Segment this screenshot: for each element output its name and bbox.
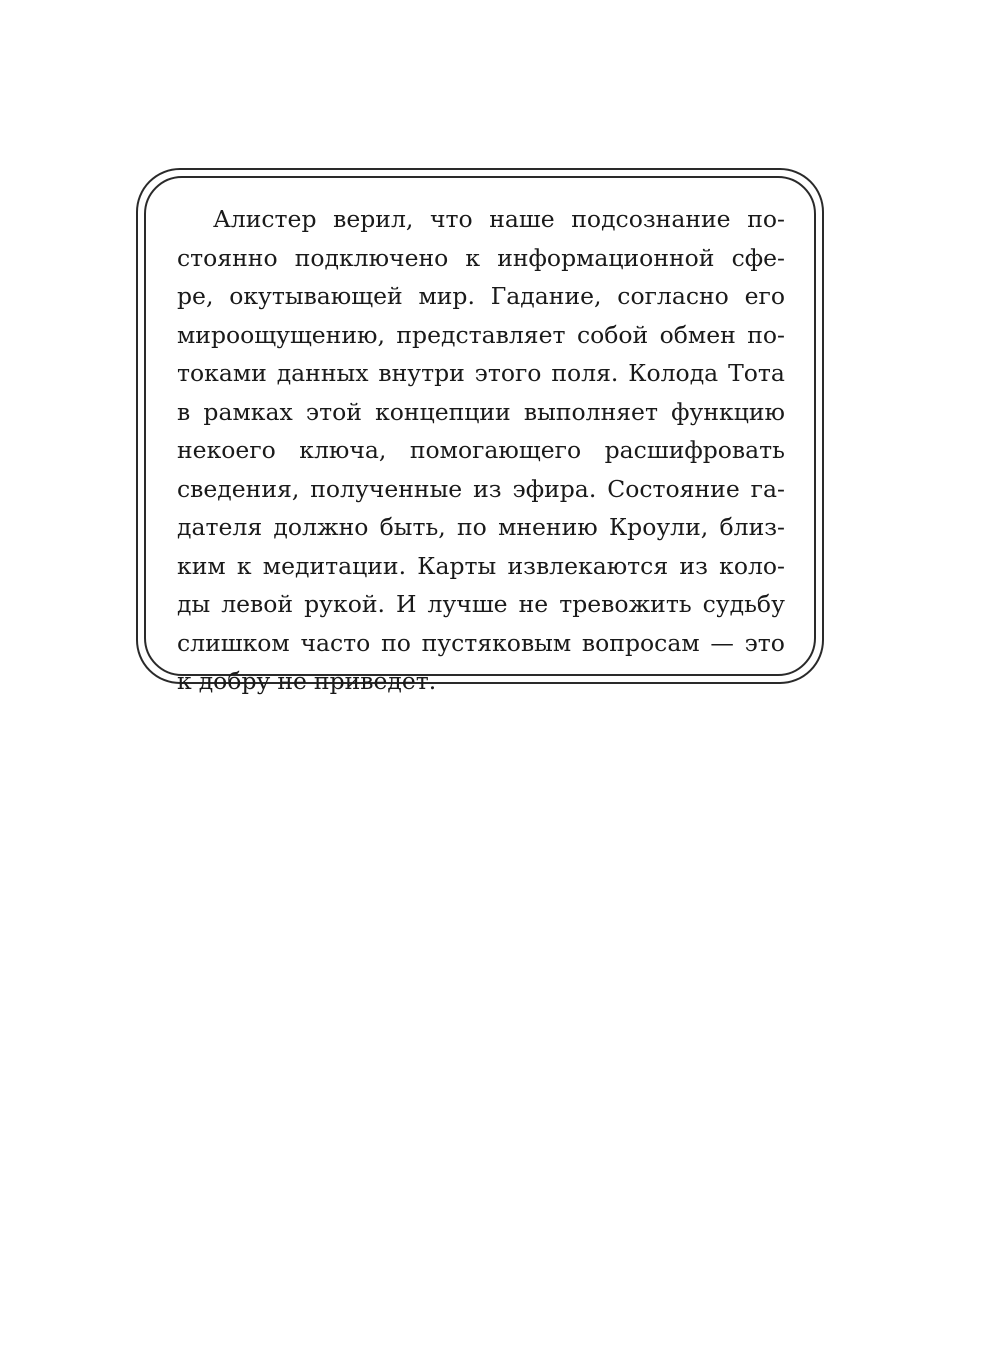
word: судьбу bbox=[702, 590, 785, 618]
word: не bbox=[277, 667, 307, 695]
word: из bbox=[473, 474, 502, 503]
word: сфе- bbox=[731, 243, 785, 272]
word: согласно bbox=[617, 282, 729, 310]
word: Тота bbox=[728, 359, 785, 387]
word: лучше bbox=[427, 590, 508, 618]
word: сведения, bbox=[177, 474, 300, 503]
word: — bbox=[710, 628, 734, 657]
framed-paragraph bbox=[177, 200, 785, 701]
word: данных bbox=[276, 359, 369, 387]
word: выполняет bbox=[523, 397, 658, 426]
word: Колода bbox=[628, 359, 719, 387]
word: собой bbox=[576, 320, 649, 349]
word: ключа, bbox=[299, 436, 387, 464]
word: Кроули, bbox=[608, 513, 709, 541]
word: по- bbox=[747, 205, 785, 233]
word: что bbox=[429, 205, 473, 233]
word: этой bbox=[305, 397, 362, 426]
word: вопросам bbox=[581, 628, 700, 657]
word: информационной bbox=[497, 243, 715, 272]
word: стоянно bbox=[177, 243, 278, 272]
paragraph-line bbox=[177, 393, 785, 432]
word: внутри bbox=[378, 359, 465, 387]
word: часто bbox=[300, 628, 371, 657]
paragraph-line bbox=[177, 662, 785, 701]
paragraph-line bbox=[177, 200, 785, 239]
word: близ- bbox=[719, 513, 785, 541]
word: ким bbox=[177, 551, 226, 580]
word: функцию bbox=[671, 397, 785, 426]
word: к bbox=[465, 243, 481, 272]
word: окутывающей bbox=[229, 282, 403, 310]
word: по bbox=[457, 513, 487, 541]
word: приведет. bbox=[313, 667, 437, 695]
word: поля. bbox=[551, 359, 619, 387]
paragraph-line bbox=[177, 508, 785, 547]
word: представляет bbox=[396, 320, 566, 349]
word: ре, bbox=[177, 282, 214, 310]
word: наше bbox=[489, 205, 555, 233]
word: его bbox=[744, 282, 785, 310]
word: мир. bbox=[418, 282, 475, 310]
word: токами bbox=[177, 359, 267, 387]
word: из bbox=[679, 551, 708, 580]
word: мнению bbox=[498, 513, 598, 541]
word: обмен bbox=[659, 320, 736, 349]
word: полученные bbox=[310, 474, 463, 503]
word: быть, bbox=[379, 513, 446, 541]
word: верил, bbox=[333, 205, 414, 233]
word: этого bbox=[474, 359, 542, 387]
word: к bbox=[177, 667, 192, 695]
word: га- bbox=[750, 474, 785, 503]
word: Алистер bbox=[213, 205, 317, 233]
word: это bbox=[744, 628, 785, 657]
word: левой bbox=[221, 590, 294, 618]
paragraph-line bbox=[177, 239, 785, 278]
word: коло- bbox=[719, 551, 785, 580]
word: медитации. bbox=[262, 551, 407, 580]
word: тревожить bbox=[559, 590, 692, 618]
word: добру bbox=[198, 667, 271, 695]
word: концепции bbox=[375, 397, 511, 426]
paragraph-line bbox=[177, 431, 785, 470]
word: должно bbox=[273, 513, 369, 541]
word: некоего bbox=[177, 436, 276, 464]
word: в bbox=[177, 397, 191, 426]
word: по- bbox=[747, 320, 785, 349]
word: расшифровать bbox=[604, 436, 785, 464]
word: рамках bbox=[203, 397, 293, 426]
word: извлекаются bbox=[507, 551, 669, 580]
paragraph-line bbox=[177, 316, 785, 355]
word: ды bbox=[177, 590, 211, 618]
word: И bbox=[396, 590, 417, 618]
word: дателя bbox=[177, 513, 263, 541]
word: Карты bbox=[417, 551, 497, 580]
word: Гадание, bbox=[490, 282, 602, 310]
word: рукой. bbox=[304, 590, 385, 618]
paragraph-line bbox=[177, 547, 785, 586]
paragraph-line bbox=[177, 624, 785, 663]
paragraph-line bbox=[177, 585, 785, 624]
paragraph-line bbox=[177, 470, 785, 509]
word: Состояние bbox=[607, 474, 740, 503]
paragraph-line bbox=[177, 354, 785, 393]
word: по bbox=[381, 628, 411, 657]
word: мироощущению, bbox=[177, 320, 385, 349]
word: эфира. bbox=[512, 474, 597, 503]
word: слишком bbox=[177, 628, 290, 657]
word: не bbox=[518, 590, 549, 618]
paragraph-line bbox=[177, 277, 785, 316]
word: к bbox=[236, 551, 252, 580]
word: помогающего bbox=[409, 436, 582, 464]
word: подсознание bbox=[571, 205, 731, 233]
word: подключено bbox=[294, 243, 449, 272]
word: пустяковым bbox=[421, 628, 572, 657]
